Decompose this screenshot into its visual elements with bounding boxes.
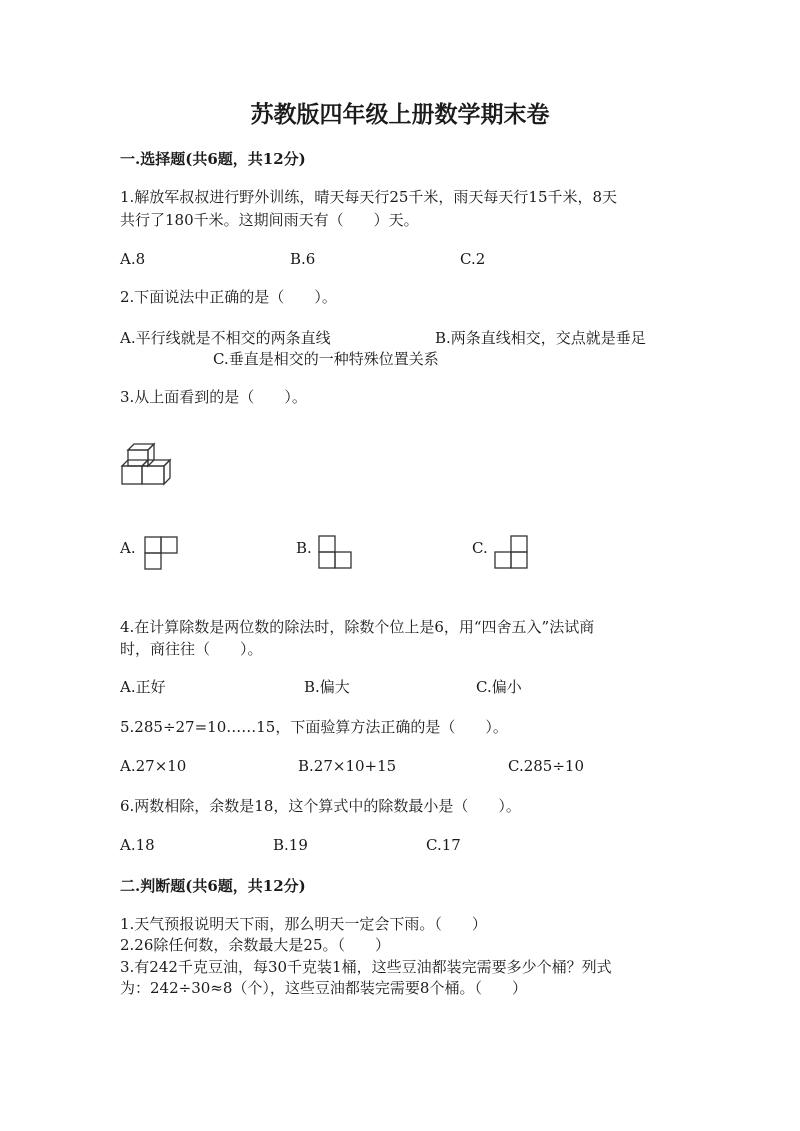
- question-3-text: 3.从上面看到的是（ ）。: [120, 388, 307, 406]
- question-5-text: 5.285÷27=10……15，下面验算方法正确的是（ ）。: [120, 718, 508, 736]
- question-5-option-a: A.27×10: [120, 757, 187, 775]
- question-4-option-a: A.正好: [120, 678, 166, 696]
- question-4-option-c: C.偏小: [476, 678, 522, 696]
- question-1-option-b: B.6: [290, 250, 316, 268]
- question-1-option-c: C.2: [460, 250, 486, 268]
- section-heading-choice: 一.选择题(共6题，共12分): [120, 150, 306, 168]
- judgment-1-text: 1.天气预报说明天下雨，那么明天一定会下雨。（ ）: [120, 915, 487, 933]
- question-1-line-1: 1.解放军叔叔进行野外训练，晴天每天行25千米，雨天每天行15千米，8天: [120, 188, 618, 206]
- question-6-option-c: C.17: [426, 836, 461, 854]
- question-2-option-c: C.垂直是相交的一种特殊位置关系: [213, 350, 439, 368]
- question-4-line-1: 4.在计算除数是两位数的除法时，除数个位上是6，用“四舍五入”法试商: [120, 618, 595, 636]
- judgment-2-text: 2.26除任何数，余数最大是25。（ ）: [120, 936, 390, 954]
- question-1-line-2: 共行了180千米。这期间雨天有（ ）天。: [120, 211, 419, 229]
- question-3-option-b: B.: [296, 539, 312, 557]
- question-4-line-2: 时，商往往（ ）。: [120, 640, 263, 658]
- page-title: 苏教版四年级上册数学期末卷: [250, 101, 550, 128]
- question-6-text: 6.两数相除，余数是18，这个算式中的除数最小是（ ）。: [120, 797, 521, 815]
- option-b-top-view-icon: [318, 535, 352, 569]
- option-a-top-view-icon: [144, 536, 178, 570]
- question-5-option-c: C.285÷10: [508, 757, 584, 775]
- cube-stack-figure: [118, 440, 182, 490]
- question-5-option-b: B.27×10+15: [298, 757, 397, 775]
- question-3-option-c: C.: [472, 539, 488, 557]
- question-4-option-b: B.偏大: [304, 678, 350, 696]
- question-6-option-b: B.19: [273, 836, 308, 854]
- question-2-text: 2.下面说法中正确的是（ ）。: [120, 288, 337, 306]
- section-heading-judgment: 二.判断题(共6题，共12分): [120, 877, 306, 895]
- judgment-3-line-2: 为：242÷30≈8（个），这些豆油都装完需要8个桶。（ ）: [120, 979, 527, 997]
- question-1-option-a: A.8: [120, 250, 146, 268]
- option-c-top-view-icon: [494, 535, 528, 569]
- question-3-option-a: A.: [120, 539, 136, 557]
- question-2-option-a: A.平行线就是不相交的两条直线: [120, 329, 331, 347]
- judgment-3-line-1: 3.有242千克豆油，每30千克装1桶，这些豆油都装完需要多少个桶？列式: [120, 958, 612, 976]
- question-6-option-a: A.18: [120, 836, 155, 854]
- question-2-option-b: B.两条直线相交，交点就是垂足: [435, 329, 646, 347]
